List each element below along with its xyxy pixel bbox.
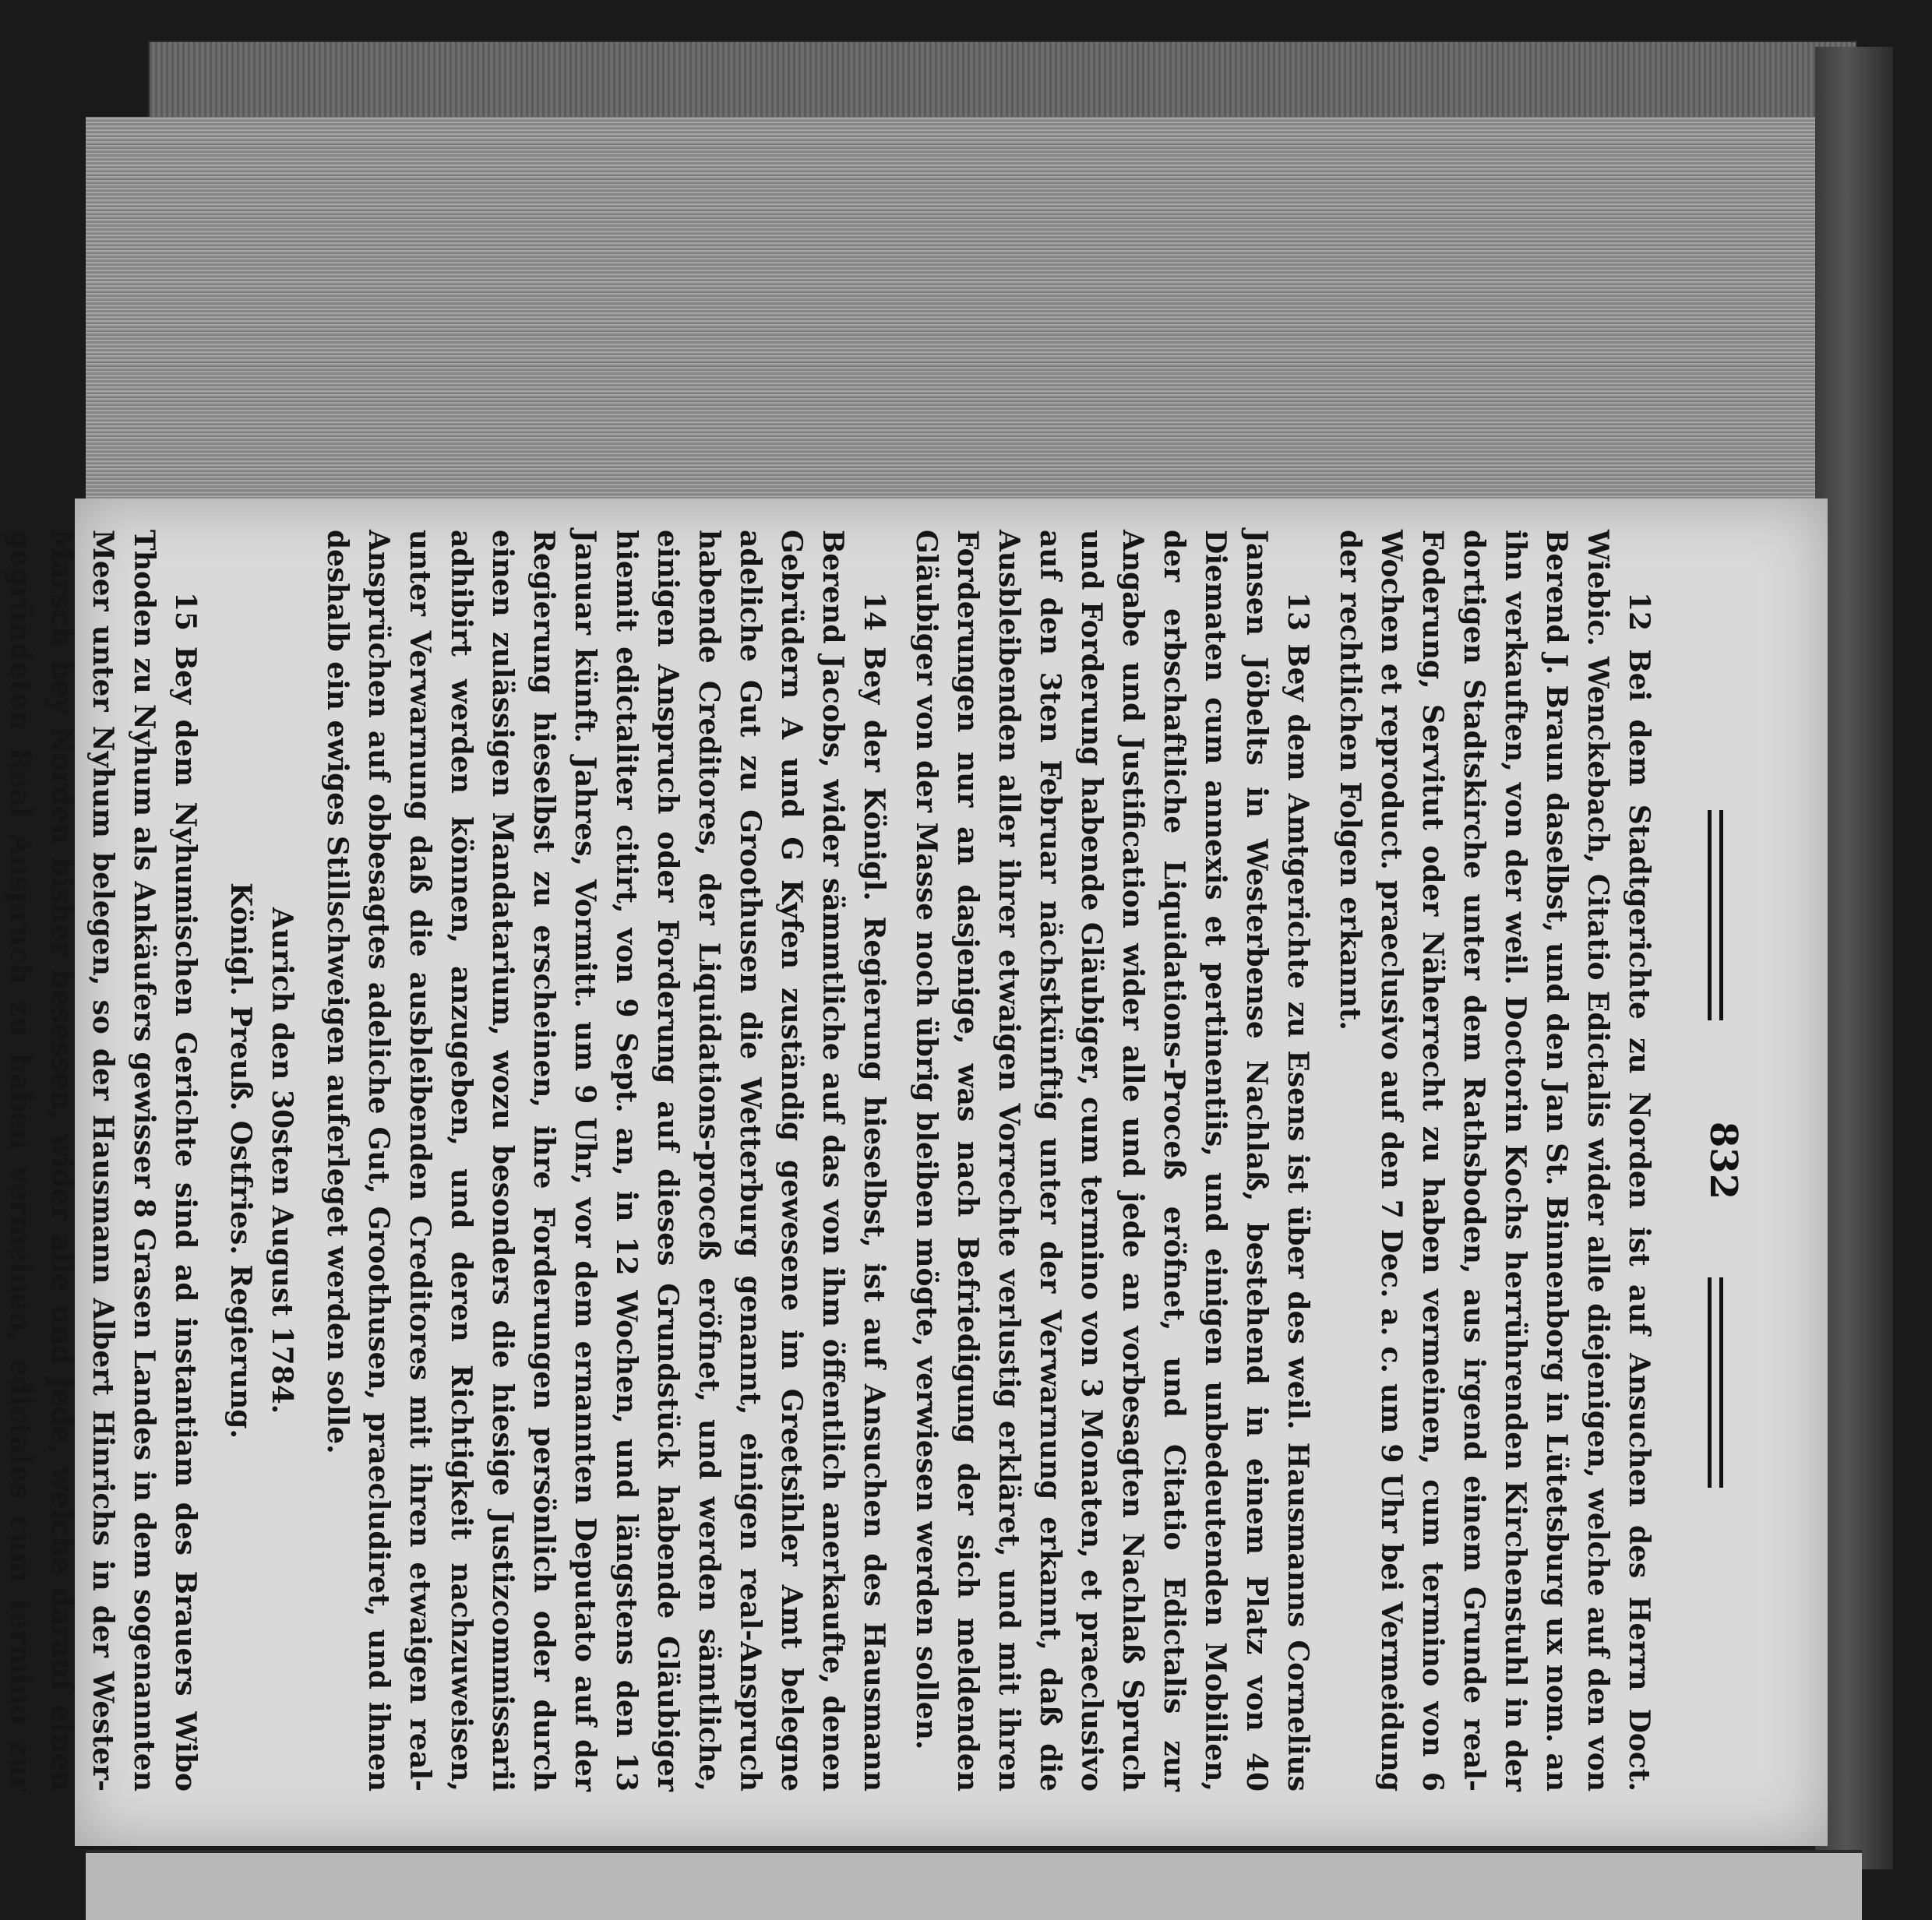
dateline: Aurich den 30sten August 1784. — [266, 907, 298, 1414]
page-edges — [86, 117, 1862, 509]
page-body — [0, 530, 1659, 1791]
notice-14: 14 Bey der Königl. Regierung hieselbst, ist auf Ansuchen des Hausmann Berend Jacobs, wider sämmtliche auf das von ihm öffentlich anerkaufte, denen Gebrüdern A und G Kyfen zuständig gewesene im Greetsihler Amt belegne adeliche Gut zu Groothusen die Wetterburg genannt, einigen real-Anspruch habende Creditores, der Liquidations-proceß eröfnet, und werden sämtliche, einigen Anspruch oder Forderung auf dieses Grundstück habende Gläubiger hiemit edictaliter citirt, von 9 Sept. an, in 12 Wochen, und längstens den 13 Januar künft. Jahres, Vormitt. um 9 Uhr, vor dem ernannten Deputato auf der Regierung hieselbst zu erscheinen, ihre Forderungen persönlich oder durch einen zulässigen Mandatarium, wozu besonders die hiesige Justizcommissarii adhibirt werden können, anzugeben, und deren Richtigkeit nachzuweisen, unter Verwarnung daß die ausbleibenden Creditores mit ihren etwaigen real-Ansprüchen auf obbesagtes adeliche Gut, Groothusen, praecludiret, und ihnen deshalb ein ewiges Stillschweigen auferleget werden solle. — [321, 530, 890, 1791]
issuing-authority: Königl. Preuß. Ostfries. Regierung. — [224, 882, 257, 1439]
header-rule-right — [1708, 1277, 1723, 1488]
page-header — [1659, 530, 1745, 1791]
page-number: 832 — [1701, 1121, 1745, 1200]
notice-13: 13 Bey dem Amtgerichte zu Esens ist über des weil. Hausmanns Cornelius Jansen Jöbelts in Westerbense Nachlaß, bestehend in einem Platz von 40 Diematen cum annexis et pertinentiis, und einigen unbedeutenden Mobilien, der erbschaftliche Liquidations-Proceß eröfnet, und Citatio Edictalis zur Angabe und Justification wider alle und jede an vorbesagten Nachlaß Spruch und Forderung habende Gläubiger, cum termino von 3 Monaten, et praeclusivo auf den 3ten Februar nächstkünftig unter der Verwarnung erkannt, daß die Ausbleibenden aller ihrer etwaigen Vorrechte verlustig erkläret, und mit ihren Forderungen nur an dasjenige, was nach Befriedigung der sich meldenden Gläubiger von der Masse noch übrig bleiben mögte, verwiesen werden sollen. — [910, 530, 1314, 1791]
notice-15: 15 Bey dem Nyhumischen Gerichte sind ad instantiam des Brauers Wibo Thoden zu Nyhum als Ankäufers gewisser 8 Grasen Landes in dem sogenannten Meer unter Nyhum belegen, so der Hausmann Albert Hinrichs in der Wester-Marsch bey Norden bisher besessen, wider alle und jede, welche darauf einen gegründeten Real Anspruch zu haben vermeinen, edictales cum termino zur — [4, 530, 202, 1791]
header-rule-left — [1708, 810, 1723, 1020]
next-page-edge — [86, 1850, 1862, 1920]
notice-12: 12 Bei dem Stadtgerichte zu Norden ist auf Ansuchen des Herrn Doct. Wiebic. Wenckebach, Citatio Edictalis wider alle diejenigen, welche auf den von Berend J. Braun daselbst, und den Jan St. Binnenborg in Lütetsburg ux nom. an ihn verkauften, von der weil. Doctorin Kochs herrührenden Kirchenstuhl in der dortigen Stadtskirche unter dem Rathsboden, aus irgend einem Grunde real-Foderung, Servitut oder Näherrecht zu haben vermeinen, cum termino von 6 Wochen et reproduct. praeclusivo auf den 7 Dec. a. c. um 9 Uhr bei Vermeidung der rechtlichen Folgen erkannt. — [1334, 530, 1655, 1791]
rotated-page-content — [4, 530, 1745, 1791]
